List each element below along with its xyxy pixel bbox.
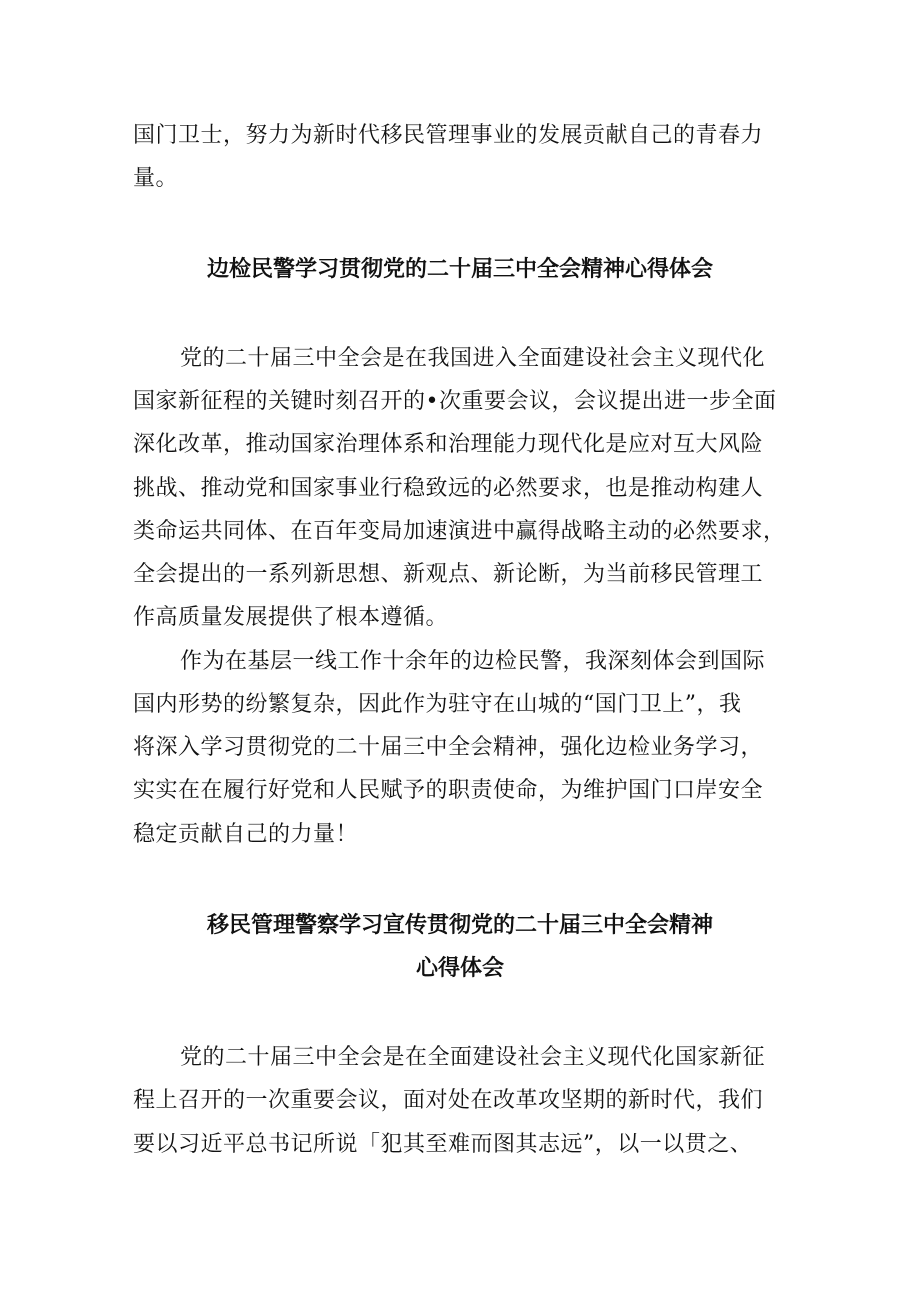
- paragraph-line: 党的二十届三中全会是在全面建设社会主义现代化国家新征: [180, 1045, 766, 1070]
- paragraph-line: 类命运共同体、在百年变局加速演进中赢得战略主动的必然要求，: [133, 519, 786, 544]
- intro-line: 量。: [133, 166, 179, 191]
- intro-line: 国门卫士，努力为新时代移民管理事业的发展贡献自己的青春力: [133, 123, 764, 148]
- paragraph-line: 作高质量发展提供了根本遵循。: [133, 605, 449, 630]
- section-title: 移民管理警察学习宣传贯彻党的二十届三中全会精神: [206, 912, 713, 938]
- section-title: 心得体会: [415, 955, 504, 981]
- paragraph-line: 要以习近平总书记所说「犯其至难而图其志远”，以一以贯之、: [133, 1132, 753, 1157]
- paragraph-line: 将深入学习贯彻党的二十届三中全会精神，强化边检业务学习，: [133, 735, 764, 760]
- paragraph-line: 稳定贡献自己的力量！: [133, 822, 359, 847]
- paragraph-line: 深化改革，推动国家治理体系和治理能力现代化是应对互大风险: [133, 432, 764, 457]
- paragraph-line: 实实在在履行好党和人民赋予的职责使命，为维护国门口岸安全: [133, 778, 764, 803]
- paragraph-line: 程上召开的一次重要会议，面对处在改革攻坚期的新时代，我们: [133, 1088, 764, 1113]
- paragraph-line: 党的二十届三中全会是在我国进入全面建设社会主义现代化: [180, 346, 766, 371]
- paragraph-line: 全会提出的一系列新思想、新观点、新论断，为当前移民管理工: [133, 562, 764, 587]
- paragraph-line: 国家新征程的关键时刻召开的•次重要会议，会议提出进一步全面: [133, 389, 777, 414]
- paragraph-line: 国内形势的纷繁复杂，因此作为驻守在山城的“国门卫上”，我: [133, 692, 742, 717]
- paragraph-line: 作为在基层一线工作十余年的边检民警，我深刻体会到国际: [180, 649, 766, 674]
- paragraph-line: 挑战、推动党和国家事业行稳致远的必然要求，也是推动构建人: [133, 476, 764, 501]
- section-title: 边检民警学习贯彻党的二十届三中全会精神心得体会: [206, 256, 713, 282]
